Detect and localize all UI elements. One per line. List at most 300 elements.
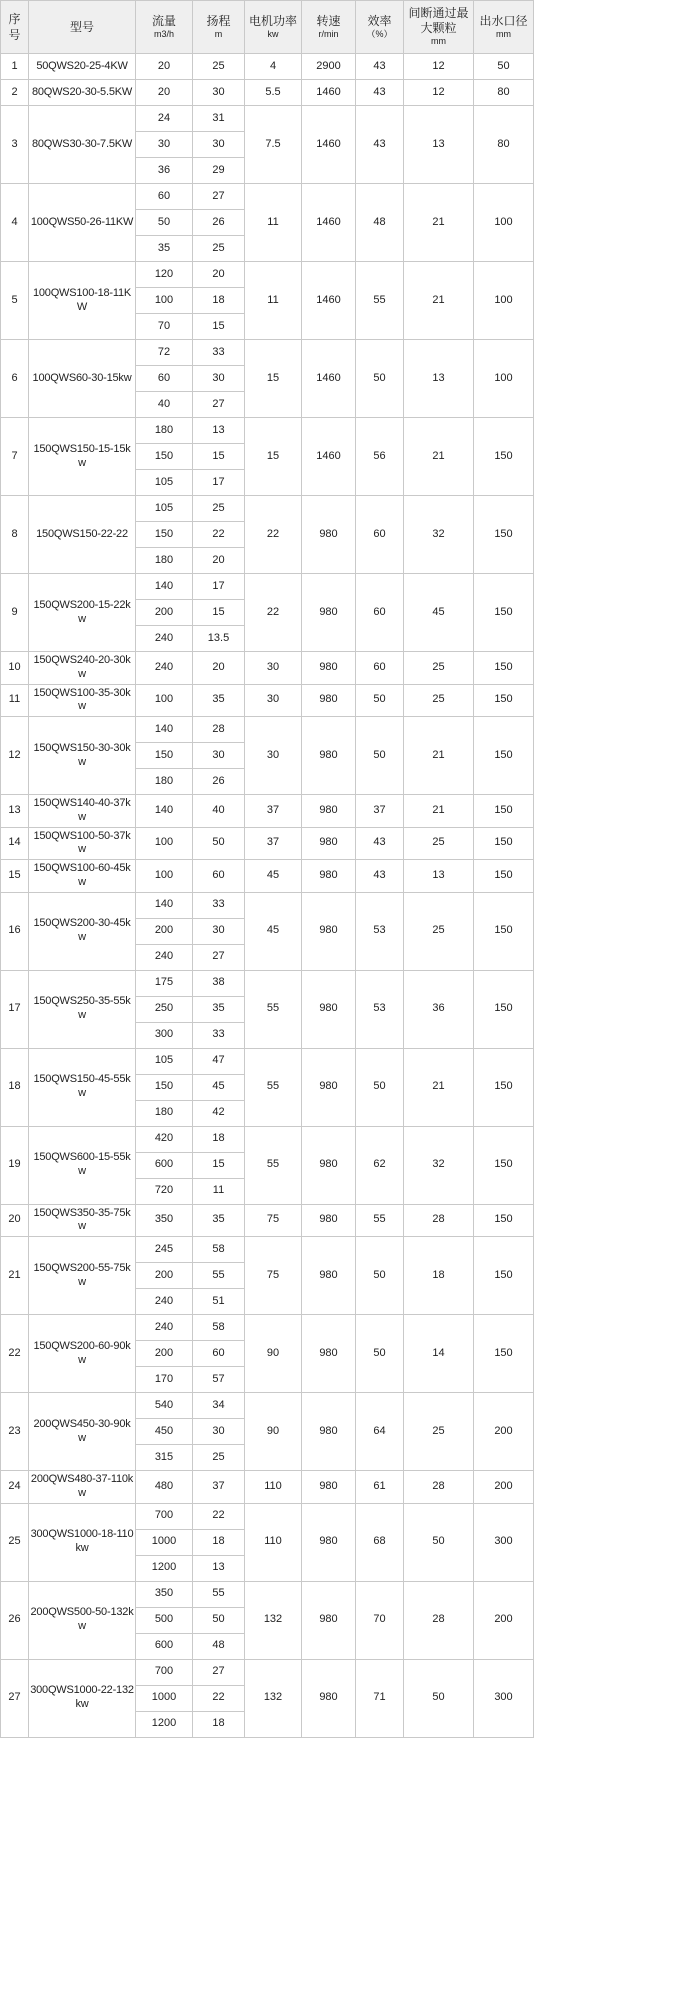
cell-motor-power: 4 [245, 54, 302, 80]
cell-flow: 180 [136, 418, 193, 444]
cell-efficiency: 60 [356, 652, 404, 685]
cell-model: 150QWS140-40-37kw [29, 795, 136, 828]
cell-flow: 180 [136, 1100, 193, 1126]
cell-speed: 980 [302, 574, 356, 652]
column-header-index-line1: 序 [8, 11, 21, 26]
cell-motor-power: 5.5 [245, 80, 302, 106]
cell-efficiency: 50 [356, 717, 404, 795]
cell-head: 18 [193, 1126, 245, 1152]
cell-flow: 1000 [136, 1685, 193, 1711]
cell-flow: 140 [136, 574, 193, 600]
cell-head: 22 [193, 1503, 245, 1529]
cell-max-particle: 13 [404, 106, 474, 184]
cell-head: 28 [193, 717, 245, 743]
cell-outlet-diameter: 150 [474, 717, 534, 795]
cell-flow: 240 [136, 1289, 193, 1315]
column-header-speed: 转速 r/min [302, 1, 356, 54]
cell-flow: 200 [136, 600, 193, 626]
cell-flow: 150 [136, 1074, 193, 1100]
cell-max-particle: 50 [404, 1503, 474, 1581]
cell-outlet-diameter: 300 [474, 1659, 534, 1737]
column-header-head: 扬程 m [193, 1, 245, 54]
cell-head: 26 [193, 769, 245, 795]
cell-efficiency: 62 [356, 1126, 404, 1204]
cell-max-particle: 21 [404, 262, 474, 340]
cell-head: 40 [193, 795, 245, 828]
cell-index: 6 [1, 340, 29, 418]
cell-head: 35 [193, 1204, 245, 1237]
table-row [1, 1204, 534, 1237]
cell-head: 17 [193, 470, 245, 496]
cell-flow: 600 [136, 1152, 193, 1178]
cell-efficiency: 50 [356, 1315, 404, 1393]
cell-max-particle: 13 [404, 860, 474, 893]
cell-motor-power: 15 [245, 418, 302, 496]
cell-outlet-diameter: 150 [474, 684, 534, 717]
table-row [1, 970, 534, 996]
cell-head: 55 [193, 1263, 245, 1289]
cell-index: 14 [1, 827, 29, 860]
cell-efficiency: 50 [356, 1048, 404, 1126]
cell-outlet-diameter: 150 [474, 574, 534, 652]
cell-outlet-diameter: 150 [474, 892, 534, 970]
table-row [1, 184, 534, 210]
cell-head: 27 [193, 1659, 245, 1685]
cell-index: 16 [1, 892, 29, 970]
cell-head: 33 [193, 340, 245, 366]
cell-flow: 315 [136, 1445, 193, 1471]
cell-head: 15 [193, 444, 245, 470]
cell-outlet-diameter: 300 [474, 1503, 534, 1581]
cell-head: 13 [193, 1555, 245, 1581]
cell-flow: 72 [136, 340, 193, 366]
cell-speed: 980 [302, 1581, 356, 1659]
cell-flow: 35 [136, 236, 193, 262]
cell-outlet-diameter: 100 [474, 340, 534, 418]
cell-outlet-diameter: 100 [474, 262, 534, 340]
cell-model: 150QWS100-60-45kw [29, 860, 136, 893]
cell-speed: 980 [302, 827, 356, 860]
cell-head: 50 [193, 827, 245, 860]
cell-flow: 420 [136, 1126, 193, 1152]
table-row [1, 684, 534, 717]
cell-head: 20 [193, 652, 245, 685]
cell-head: 48 [193, 1633, 245, 1659]
cell-flow: 700 [136, 1503, 193, 1529]
cell-model: 150QWS240-20-30kw [29, 652, 136, 685]
column-header-efficiency: 效率 （%） [356, 1, 404, 54]
cell-efficiency: 53 [356, 970, 404, 1048]
cell-efficiency: 50 [356, 684, 404, 717]
cell-flow: 500 [136, 1607, 193, 1633]
cell-index: 26 [1, 1581, 29, 1659]
cell-index: 19 [1, 1126, 29, 1204]
cell-flow: 120 [136, 262, 193, 288]
cell-index: 17 [1, 970, 29, 1048]
cell-efficiency: 70 [356, 1581, 404, 1659]
cell-head: 30 [193, 80, 245, 106]
cell-model: 150QWS150-22-22 [29, 496, 136, 574]
cell-index: 12 [1, 717, 29, 795]
cell-efficiency: 60 [356, 496, 404, 574]
cell-head: 38 [193, 970, 245, 996]
cell-model: 150QWS150-15-15kw [29, 418, 136, 496]
column-header-index [1, 1, 29, 54]
column-header-max-particle: 间断通过最大颗粒 mm [404, 1, 474, 54]
cell-speed: 980 [302, 860, 356, 893]
cell-index: 5 [1, 262, 29, 340]
cell-motor-power: 11 [245, 184, 302, 262]
cell-flow: 200 [136, 1263, 193, 1289]
table-row [1, 652, 534, 685]
cell-max-particle: 18 [404, 1237, 474, 1315]
cell-model: 150QWS200-55-75kw [29, 1237, 136, 1315]
table-row [1, 54, 534, 80]
cell-flow: 60 [136, 366, 193, 392]
cell-speed: 980 [302, 1126, 356, 1204]
cell-model: 200QWS500-50-132kw [29, 1581, 136, 1659]
cell-flow: 36 [136, 158, 193, 184]
cell-flow: 150 [136, 522, 193, 548]
cell-flow: 720 [136, 1178, 193, 1204]
cell-speed: 980 [302, 1659, 356, 1737]
cell-model: 150QWS350-35-75kw [29, 1204, 136, 1237]
cell-max-particle: 21 [404, 1048, 474, 1126]
cell-flow: 50 [136, 210, 193, 236]
cell-efficiency: 68 [356, 1503, 404, 1581]
cell-head: 27 [193, 944, 245, 970]
cell-flow: 180 [136, 769, 193, 795]
table-row [1, 827, 534, 860]
cell-head: 11 [193, 1178, 245, 1204]
cell-head: 26 [193, 210, 245, 236]
cell-outlet-diameter: 50 [474, 54, 534, 80]
cell-efficiency: 56 [356, 418, 404, 496]
cell-head: 13.5 [193, 626, 245, 652]
table-row [1, 418, 534, 444]
column-header-index-line2: 号 [8, 28, 21, 42]
cell-max-particle: 14 [404, 1315, 474, 1393]
cell-model: 150QWS150-30-30kw [29, 717, 136, 795]
cell-max-particle: 32 [404, 1126, 474, 1204]
cell-head: 35 [193, 996, 245, 1022]
cell-flow: 240 [136, 652, 193, 685]
cell-flow: 200 [136, 918, 193, 944]
cell-flow: 450 [136, 1419, 193, 1445]
cell-head: 47 [193, 1048, 245, 1074]
cell-flow: 180 [136, 548, 193, 574]
cell-max-particle: 13 [404, 340, 474, 418]
cell-head: 42 [193, 1100, 245, 1126]
cell-efficiency: 43 [356, 80, 404, 106]
cell-max-particle: 12 [404, 80, 474, 106]
cell-motor-power: 75 [245, 1237, 302, 1315]
cell-outlet-diameter: 150 [474, 418, 534, 496]
cell-index: 24 [1, 1471, 29, 1504]
cell-efficiency: 48 [356, 184, 404, 262]
cell-outlet-diameter: 80 [474, 80, 534, 106]
cell-motor-power: 11 [245, 262, 302, 340]
table-row [1, 574, 534, 600]
cell-outlet-diameter: 150 [474, 827, 534, 860]
cell-model: 100QWS100-18-11KW [29, 262, 136, 340]
cell-head: 29 [193, 158, 245, 184]
cell-head: 34 [193, 1393, 245, 1419]
cell-outlet-diameter: 150 [474, 652, 534, 685]
cell-flow: 175 [136, 970, 193, 996]
cell-model: 100QWS60-30-15kw [29, 340, 136, 418]
table-row [1, 1393, 534, 1419]
cell-head: 25 [193, 496, 245, 522]
cell-motor-power: 30 [245, 684, 302, 717]
cell-flow: 20 [136, 54, 193, 80]
cell-flow: 140 [136, 795, 193, 828]
cell-model: 200QWS450-30-90kw [29, 1393, 136, 1471]
cell-index: 18 [1, 1048, 29, 1126]
cell-efficiency: 43 [356, 54, 404, 80]
cell-head: 58 [193, 1315, 245, 1341]
cell-max-particle: 25 [404, 1393, 474, 1471]
cell-head: 25 [193, 1445, 245, 1471]
cell-flow: 250 [136, 996, 193, 1022]
cell-model: 300QWS1000-18-110kw [29, 1503, 136, 1581]
cell-motor-power: 55 [245, 1048, 302, 1126]
cell-speed: 980 [302, 795, 356, 828]
cell-outlet-diameter: 200 [474, 1393, 534, 1471]
cell-head: 35 [193, 684, 245, 717]
table-row [1, 1659, 534, 1685]
cell-head: 37 [193, 1471, 245, 1504]
cell-speed: 1460 [302, 340, 356, 418]
cell-outlet-diameter: 150 [474, 970, 534, 1048]
cell-outlet-diameter: 200 [474, 1471, 534, 1504]
cell-model: 150QWS200-15-22kw [29, 574, 136, 652]
column-header-motor-power: 电机功率 kw [245, 1, 302, 54]
table-row [1, 1048, 534, 1074]
cell-efficiency: 43 [356, 106, 404, 184]
cell-head: 13 [193, 418, 245, 444]
cell-outlet-diameter: 150 [474, 1048, 534, 1126]
cell-efficiency: 61 [356, 1471, 404, 1504]
cell-speed: 980 [302, 1503, 356, 1581]
cell-index: 21 [1, 1237, 29, 1315]
cell-flow: 150 [136, 444, 193, 470]
cell-max-particle: 25 [404, 827, 474, 860]
cell-model: 200QWS480-37-110kw [29, 1471, 136, 1504]
cell-efficiency: 71 [356, 1659, 404, 1737]
cell-motor-power: 110 [245, 1503, 302, 1581]
cell-max-particle: 28 [404, 1204, 474, 1237]
cell-flow: 600 [136, 1633, 193, 1659]
cell-model: 150QWS100-35-30kw [29, 684, 136, 717]
cell-head: 25 [193, 236, 245, 262]
cell-model: 150QWS150-45-55kw [29, 1048, 136, 1126]
cell-head: 18 [193, 1711, 245, 1737]
table-row [1, 262, 534, 288]
cell-max-particle: 50 [404, 1659, 474, 1737]
cell-flow: 40 [136, 392, 193, 418]
cell-motor-power: 22 [245, 496, 302, 574]
cell-motor-power: 7.5 [245, 106, 302, 184]
cell-motor-power: 110 [245, 1471, 302, 1504]
cell-head: 60 [193, 860, 245, 893]
cell-index: 3 [1, 106, 29, 184]
cell-motor-power: 30 [245, 717, 302, 795]
cell-head: 25 [193, 54, 245, 80]
cell-head: 30 [193, 1419, 245, 1445]
cell-flow: 60 [136, 184, 193, 210]
cell-head: 60 [193, 1341, 245, 1367]
cell-outlet-diameter: 150 [474, 860, 534, 893]
table-row [1, 860, 534, 893]
cell-head: 57 [193, 1367, 245, 1393]
cell-max-particle: 45 [404, 574, 474, 652]
table-row [1, 717, 534, 743]
column-header-outlet-diameter: 出水口径 mm [474, 1, 534, 54]
cell-speed: 980 [302, 684, 356, 717]
cell-index: 20 [1, 1204, 29, 1237]
column-header-flow: 流量 m3/h [136, 1, 193, 54]
cell-efficiency: 53 [356, 892, 404, 970]
table-row [1, 1237, 534, 1263]
cell-speed: 980 [302, 892, 356, 970]
cell-index: 8 [1, 496, 29, 574]
cell-model: 50QWS20-25-4KW [29, 54, 136, 80]
cell-model: 80QWS20-30-5.5KW [29, 80, 136, 106]
cell-flow: 480 [136, 1471, 193, 1504]
cell-index: 1 [1, 54, 29, 80]
cell-head: 15 [193, 314, 245, 340]
cell-motor-power: 30 [245, 652, 302, 685]
cell-flow: 240 [136, 944, 193, 970]
cell-max-particle: 12 [404, 54, 474, 80]
cell-motor-power: 90 [245, 1393, 302, 1471]
cell-outlet-diameter: 80 [474, 106, 534, 184]
cell-flow: 140 [136, 717, 193, 743]
cell-speed: 1460 [302, 80, 356, 106]
cell-flow: 350 [136, 1204, 193, 1237]
cell-head: 51 [193, 1289, 245, 1315]
cell-head: 18 [193, 1529, 245, 1555]
cell-flow: 100 [136, 827, 193, 860]
cell-outlet-diameter: 150 [474, 1237, 534, 1315]
cell-max-particle: 25 [404, 892, 474, 970]
cell-motor-power: 75 [245, 1204, 302, 1237]
cell-efficiency: 60 [356, 574, 404, 652]
cell-index: 23 [1, 1393, 29, 1471]
cell-max-particle: 25 [404, 652, 474, 685]
cell-head: 20 [193, 262, 245, 288]
cell-head: 27 [193, 184, 245, 210]
table-header [1, 1, 534, 54]
cell-speed: 1460 [302, 106, 356, 184]
cell-efficiency: 37 [356, 795, 404, 828]
cell-flow: 24 [136, 106, 193, 132]
cell-head: 30 [193, 743, 245, 769]
table-row [1, 1471, 534, 1504]
table-row [1, 496, 534, 522]
cell-flow: 105 [136, 1048, 193, 1074]
cell-efficiency: 43 [356, 860, 404, 893]
cell-flow: 240 [136, 1315, 193, 1341]
cell-model: 150QWS600-15-55kw [29, 1126, 136, 1204]
cell-outlet-diameter: 100 [474, 184, 534, 262]
cell-index: 4 [1, 184, 29, 262]
cell-efficiency: 50 [356, 1237, 404, 1315]
cell-head: 30 [193, 918, 245, 944]
cell-model: 150QWS200-30-45kw [29, 892, 136, 970]
cell-speed: 1460 [302, 262, 356, 340]
column-header-model: 型号 [29, 1, 136, 54]
cell-head: 45 [193, 1074, 245, 1100]
cell-flow: 245 [136, 1237, 193, 1263]
cell-model: 100QWS50-26-11KW [29, 184, 136, 262]
cell-outlet-diameter: 150 [474, 1204, 534, 1237]
cell-outlet-diameter: 150 [474, 496, 534, 574]
table-row [1, 1315, 534, 1341]
cell-head: 18 [193, 288, 245, 314]
cell-head: 17 [193, 574, 245, 600]
cell-model: 150QWS200-60-90kw [29, 1315, 136, 1393]
cell-index: 22 [1, 1315, 29, 1393]
cell-index: 15 [1, 860, 29, 893]
cell-speed: 980 [302, 1471, 356, 1504]
cell-outlet-diameter: 150 [474, 1315, 534, 1393]
cell-speed: 980 [302, 1315, 356, 1393]
cell-speed: 980 [302, 496, 356, 574]
cell-head: 58 [193, 1237, 245, 1263]
cell-flow: 240 [136, 626, 193, 652]
table-row [1, 1581, 534, 1607]
cell-head: 33 [193, 892, 245, 918]
cell-flow: 20 [136, 80, 193, 106]
cell-max-particle: 36 [404, 970, 474, 1048]
cell-motor-power: 37 [245, 827, 302, 860]
cell-flow: 150 [136, 743, 193, 769]
table-row [1, 1503, 534, 1529]
cell-efficiency: 43 [356, 827, 404, 860]
cell-efficiency: 55 [356, 1204, 404, 1237]
cell-speed: 1460 [302, 184, 356, 262]
cell-head: 31 [193, 106, 245, 132]
cell-motor-power: 55 [245, 1126, 302, 1204]
cell-efficiency: 55 [356, 262, 404, 340]
cell-max-particle: 28 [404, 1471, 474, 1504]
cell-speed: 980 [302, 970, 356, 1048]
cell-flow: 100 [136, 684, 193, 717]
cell-efficiency: 64 [356, 1393, 404, 1471]
cell-flow: 1200 [136, 1555, 193, 1581]
cell-model: 300QWS1000-22-132kw [29, 1659, 136, 1737]
cell-model: 80QWS30-30-7.5KW [29, 106, 136, 184]
cell-index: 27 [1, 1659, 29, 1737]
cell-motor-power: 45 [245, 892, 302, 970]
cell-head: 15 [193, 1152, 245, 1178]
cell-motor-power: 37 [245, 795, 302, 828]
cell-flow: 300 [136, 1022, 193, 1048]
cell-motor-power: 45 [245, 860, 302, 893]
cell-flow: 350 [136, 1581, 193, 1607]
cell-index: 11 [1, 684, 29, 717]
cell-head: 50 [193, 1607, 245, 1633]
cell-flow: 700 [136, 1659, 193, 1685]
cell-max-particle: 28 [404, 1581, 474, 1659]
cell-head: 22 [193, 522, 245, 548]
cell-flow: 1200 [136, 1711, 193, 1737]
cell-motor-power: 132 [245, 1581, 302, 1659]
table-row [1, 106, 534, 132]
cell-max-particle: 32 [404, 496, 474, 574]
